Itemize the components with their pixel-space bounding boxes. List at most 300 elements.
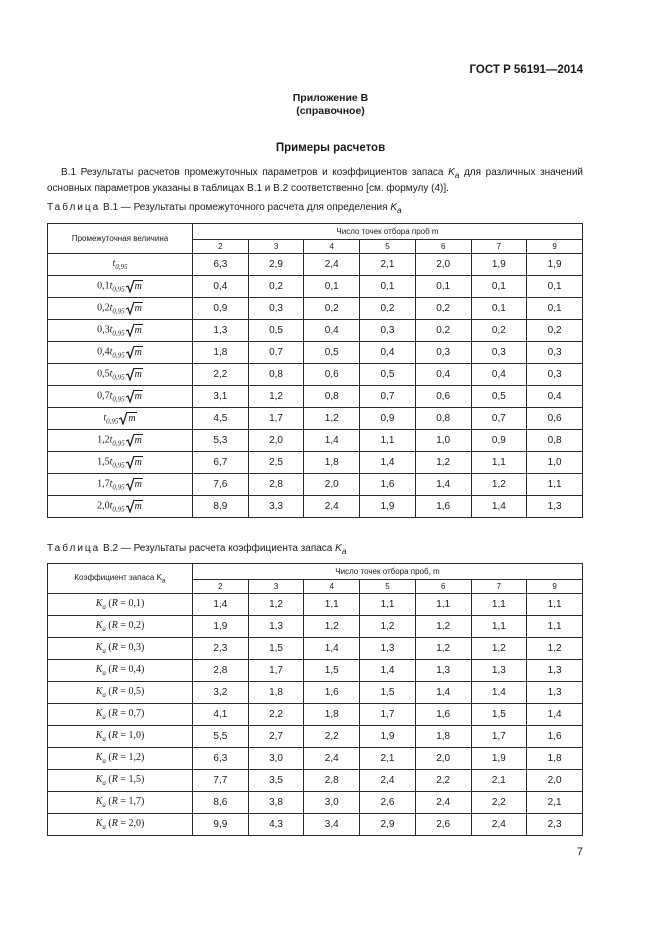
page-number: 7 (576, 846, 583, 858)
table1-row-label (48, 342, 193, 364)
sqrt-sign-icon (126, 477, 134, 491)
row-t-symbol: t (109, 280, 113, 292)
intro-text-after: для различных значений основных параметров указаны в таблицах В.1 и В.2 соответственно [см. формулу (4)]. (47, 167, 583, 194)
table1-row-label (48, 254, 193, 276)
table1-cell: 1,1 (471, 452, 527, 474)
table2-cell: 3,4 (304, 814, 360, 836)
table2-row-label (48, 660, 193, 682)
table1-cell: 0,7 (248, 342, 304, 364)
sqrt-argument: m (134, 456, 142, 468)
table2-cell: 1,1 (415, 594, 471, 616)
table1-row-label (48, 474, 193, 496)
row-coefficient: 0,3 (97, 324, 110, 336)
row-t-symbol: t (109, 500, 113, 512)
row-r-expression: (R = (105, 620, 129, 631)
table1-cell: 1,4 (471, 496, 527, 518)
table2-first-col-header (48, 564, 193, 594)
table2-row (48, 704, 583, 726)
table2-cell: 7,7 (193, 770, 249, 792)
row-k-symbol: K (95, 664, 103, 675)
table1-cell: 0,4 (415, 364, 471, 386)
table1-col-header: 3 (248, 240, 304, 254)
table2-cell: 2,7 (248, 726, 304, 748)
table2-row (48, 814, 583, 836)
table1-cell: 1,0 (527, 452, 583, 474)
row-k-symbol: K (95, 730, 103, 741)
table2 (47, 563, 583, 836)
table2-group-header: Число точек отбора проб, m (193, 564, 583, 580)
table1-col-header: 4 (304, 240, 360, 254)
table1-row-label (48, 320, 193, 342)
table1-cell: 2,8 (248, 474, 304, 496)
table1-cell: 1,2 (248, 386, 304, 408)
row-k-subscript: a (102, 801, 106, 809)
table1-cell: 0,3 (248, 298, 304, 320)
row-k-subscript: a (102, 823, 106, 831)
table1-cell: 0,9 (471, 430, 527, 452)
row-r-expression: (R = (105, 752, 129, 763)
table2-cell: 2,0 (415, 748, 471, 770)
table2-cell: 1,5 (304, 660, 360, 682)
row-t-subscript: 0,95 (112, 351, 125, 360)
table2-cell: 3,0 (248, 748, 304, 770)
row-t-subscript: 0,95 (106, 417, 119, 426)
table2-col-header: 6 (415, 580, 471, 594)
row-t-subscript: 0,95 (112, 461, 125, 470)
table2-row (48, 682, 583, 704)
row-r-value: 1,5 (128, 774, 141, 785)
table1-row (48, 254, 583, 276)
intro-text-before: В.1 Результаты расчетов промежуточных параметров и коэффициентов запаса (61, 167, 449, 178)
table1-cell: 0,5 (248, 320, 304, 342)
table2-cell: 2,2 (248, 704, 304, 726)
table2-row-label (48, 682, 193, 704)
table2-cell: 1,4 (360, 660, 416, 682)
table2-first-col-text: Коэффициент запаса K (74, 572, 162, 582)
row-k-symbol: K (95, 598, 103, 609)
table1-cell: 4,5 (193, 408, 249, 430)
table2-row-label (48, 726, 193, 748)
sqrt-radical (126, 433, 143, 447)
table1-cell: 1,6 (360, 474, 416, 496)
table2-cell: 1,6 (527, 726, 583, 748)
row-r-value: 0,1 (128, 598, 141, 609)
row-k-subscript: a (102, 691, 106, 699)
table1-cell: 1,4 (415, 474, 471, 496)
table2-cell: 1,9 (193, 616, 249, 638)
row-r-expression: (R = (105, 730, 129, 741)
table2-cell: 1,4 (471, 682, 527, 704)
table1-cell: 0,3 (360, 320, 416, 342)
table2-cell: 1,3 (248, 616, 304, 638)
table2-cell: 1,4 (304, 638, 360, 660)
table2-row-label (48, 616, 193, 638)
table1-col-header: 9 (527, 240, 583, 254)
table1-row-label (48, 430, 193, 452)
table1-cell: 2,4 (304, 496, 360, 518)
table1-cell: 0,1 (415, 276, 471, 298)
table2-cell: 1,4 (527, 704, 583, 726)
table2-cell: 1,4 (415, 682, 471, 704)
table1-cell: 6,3 (193, 254, 249, 276)
table2-cell: 1,3 (471, 660, 527, 682)
table1-cell: 8,9 (193, 496, 249, 518)
sqrt-sign-icon (126, 499, 134, 513)
row-t-subscript: 0,95 (112, 395, 125, 404)
sqrt-radical (126, 323, 143, 337)
table2-cell: 1,3 (527, 660, 583, 682)
table1-cell: 7,6 (193, 474, 249, 496)
sqrt-argument: m (134, 324, 142, 336)
table1-cell: 0,4 (471, 364, 527, 386)
sqrt-radical (126, 301, 143, 315)
table1-cell: 1,4 (360, 452, 416, 474)
row-r-value: 0,5 (128, 686, 141, 697)
table2-row-label (48, 704, 193, 726)
section-title: Примеры расчетов (275, 142, 386, 154)
table1-cell: 0,3 (527, 342, 583, 364)
table2-col-header: 9 (527, 580, 583, 594)
table2-cell: 1,5 (248, 638, 304, 660)
table1-cell: 1,2 (415, 452, 471, 474)
sqrt-sign-icon (126, 389, 134, 403)
table1-first-col-header: Промежуточная величина (48, 224, 193, 254)
row-r-close: ) (140, 686, 145, 697)
row-r-expression: (R = (105, 598, 129, 609)
table2-row-label (48, 814, 193, 836)
table2-cell: 1,1 (471, 616, 527, 638)
table2-row-label (48, 748, 193, 770)
row-k-subscript: a (102, 625, 106, 633)
table2-row (48, 748, 583, 770)
table1-cell: 0,9 (360, 408, 416, 430)
table1-row-label (48, 364, 193, 386)
table2-cell: 1,6 (304, 682, 360, 704)
appendix-subtitle: (справочное) (296, 105, 365, 117)
row-k-subscript: a (102, 669, 106, 677)
table1-col-header: 7 (471, 240, 527, 254)
table2-cell: 1,6 (415, 704, 471, 726)
row-r-close: ) (140, 642, 145, 653)
table2-row-label (48, 792, 193, 814)
row-t-subscript: 0,95 (112, 307, 125, 316)
table2-cell: 3,2 (193, 682, 249, 704)
table2-cell: 3,0 (304, 792, 360, 814)
table1-cell: 5,3 (193, 430, 249, 452)
table1-cell: 2,0 (304, 474, 360, 496)
sqrt-argument: m (134, 302, 142, 314)
sqrt-sign-icon (126, 367, 134, 381)
table1-col-header: 2 (193, 240, 249, 254)
table1-cell: 0,2 (415, 320, 471, 342)
row-k-subscript: a (102, 713, 106, 721)
table1-row (48, 452, 583, 474)
table2-cell: 1,5 (471, 704, 527, 726)
table1-cell: 0,3 (527, 364, 583, 386)
table2-cell: 2,4 (304, 748, 360, 770)
table1-cell: 0,7 (360, 386, 416, 408)
row-k-subscript: a (102, 735, 106, 743)
sqrt-argument: m (134, 390, 142, 402)
sqrt-sign-icon (126, 455, 134, 469)
table2-cell: 1,2 (471, 638, 527, 660)
table1-cell: 0,4 (527, 386, 583, 408)
row-k-symbol: K (95, 708, 103, 719)
row-r-value: 1,0 (128, 730, 141, 741)
table2-row-label (48, 770, 193, 792)
table1-caption-symbol: K (390, 202, 397, 213)
table1-row-label (48, 496, 193, 518)
sqrt-radical (126, 389, 143, 403)
table1-cell: 0,1 (471, 276, 527, 298)
table2-cell: 2,1 (471, 770, 527, 792)
sqrt-sign-icon (126, 433, 134, 447)
table1-cell: 0,4 (304, 320, 360, 342)
row-r-close: ) (140, 620, 145, 631)
row-r-value: 0,4 (128, 664, 141, 675)
table2-cell: 2,8 (193, 660, 249, 682)
table1-cell: 0,2 (248, 276, 304, 298)
table1-cell: 0,4 (360, 342, 416, 364)
table2-cell: 4,3 (248, 814, 304, 836)
table2-cell: 1,1 (527, 594, 583, 616)
table2-cell: 2,6 (415, 814, 471, 836)
standard-number: ГОСТ Р 56191—2014 (469, 64, 583, 76)
row-t-symbol: t (109, 324, 113, 336)
table1-cell: 0,3 (471, 342, 527, 364)
table1-row (48, 342, 583, 364)
row-r-expression: (R = (105, 774, 129, 785)
table1-group-header: Число точек отбора проб m (193, 224, 583, 240)
table2-cell: 1,3 (527, 682, 583, 704)
table2-col-header: 5 (360, 580, 416, 594)
row-r-expression: (R = (105, 818, 129, 829)
table2-cell: 3,8 (248, 792, 304, 814)
row-r-value: 0,3 (128, 642, 141, 653)
row-r-close: ) (140, 730, 145, 741)
table2-row (48, 638, 583, 660)
table1-row-label (48, 452, 193, 474)
sqrt-radical (126, 279, 143, 293)
row-k-symbol: K (95, 818, 103, 829)
table1-cell: 1,4 (304, 430, 360, 452)
table2-caption-sub: a (341, 546, 347, 556)
table2-cell: 1,8 (248, 682, 304, 704)
table2-col-header: 7 (471, 580, 527, 594)
table1-caption-text: В.1 — Результаты промежуточного расчета для определения (103, 202, 391, 213)
row-r-close: ) (140, 598, 145, 609)
row-r-expression: (R = (105, 642, 129, 653)
row-t-subscript: 0,95 (115, 263, 128, 271)
table1-row (48, 430, 583, 452)
table2-cell: 2,4 (360, 770, 416, 792)
table1-cell: 0,1 (304, 276, 360, 298)
table1-cell: 2,4 (304, 254, 360, 276)
sqrt-sign-icon (126, 345, 134, 359)
table2-cell: 8,6 (193, 792, 249, 814)
row-t-symbol: t (109, 346, 113, 358)
table1-cell: 2,5 (248, 452, 304, 474)
sqrt-argument: m (134, 368, 142, 380)
table1-cell: 1,7 (248, 408, 304, 430)
table1-cell: 0,5 (304, 342, 360, 364)
row-k-symbol: K (95, 686, 103, 697)
table1-cell: 0,3 (415, 342, 471, 364)
table1-cell: 1,2 (304, 408, 360, 430)
row-coefficient: 0,5 (97, 368, 110, 380)
table2-row (48, 792, 583, 814)
row-r-close: ) (140, 796, 145, 807)
sqrt-sign-icon (126, 301, 134, 315)
table2-cell: 1,7 (471, 726, 527, 748)
table1-cell: 2,0 (415, 254, 471, 276)
table2-cell: 1,1 (471, 594, 527, 616)
intro-symbol-sub: a (454, 170, 460, 180)
table2-cell: 2,1 (527, 792, 583, 814)
table2-cell: 2,9 (360, 814, 416, 836)
row-coefficient: 2,0 (97, 500, 110, 512)
row-r-close: ) (140, 818, 145, 829)
table1-cell: 1,9 (471, 254, 527, 276)
row-t-subscript: 0,95 (112, 285, 125, 294)
table2-cell: 1,8 (304, 704, 360, 726)
table1-cell: 1,3 (193, 320, 249, 342)
table2-cell: 1,7 (248, 660, 304, 682)
table1-row (48, 408, 583, 430)
table2-row (48, 616, 583, 638)
table2-cell: 1,7 (360, 704, 416, 726)
table1-col-header: 5 (360, 240, 416, 254)
row-r-value: 1,2 (128, 752, 141, 763)
row-k-symbol: K (95, 642, 103, 653)
table2-first-col-sub: a (161, 577, 166, 585)
table2-cell: 1,3 (415, 660, 471, 682)
table2-cell: 3,5 (248, 770, 304, 792)
table2-cell: 2,2 (304, 726, 360, 748)
table2-cell: 2,2 (471, 792, 527, 814)
sqrt-sign-icon (126, 323, 134, 337)
table1-cell: 2,2 (193, 364, 249, 386)
table2-cell: 2,0 (527, 770, 583, 792)
table2-cell: 2,8 (304, 770, 360, 792)
table2-cell: 1,1 (527, 616, 583, 638)
table1-cell: 3,3 (248, 496, 304, 518)
row-coefficient: 0,1 (97, 280, 110, 292)
row-t-symbol: t (109, 390, 113, 402)
row-t-subscript: 0,95 (112, 483, 125, 492)
sqrt-radical (126, 367, 143, 381)
table2-row (48, 770, 583, 792)
table2-cell: 5,5 (193, 726, 249, 748)
table2-cell: 1,5 (360, 682, 416, 704)
table1-cell: 0,2 (471, 320, 527, 342)
table1-cell: 0,9 (193, 298, 249, 320)
sqrt-sign-icon (126, 279, 134, 293)
table2-cell: 1,2 (248, 594, 304, 616)
row-t-symbol: t (112, 258, 116, 269)
table1-cell: 0,6 (304, 364, 360, 386)
table2-caption-word: Таблица (47, 543, 101, 554)
table2-cell: 9,9 (193, 814, 249, 836)
table1-row (48, 320, 583, 342)
table2-caption-text: В.2 — Результаты расчета коэффициента запаса (103, 543, 336, 554)
table2-cell: 1,8 (415, 726, 471, 748)
row-r-close: ) (140, 752, 145, 763)
row-r-expression: (R = (105, 796, 129, 807)
table1-cell: 1,2 (471, 474, 527, 496)
sqrt-argument: m (134, 434, 142, 446)
table2-cell: 1,9 (471, 748, 527, 770)
table1-cell: 0,2 (415, 298, 471, 320)
row-t-symbol: t (109, 456, 113, 468)
table1-cell: 0,8 (248, 364, 304, 386)
intro-paragraph (47, 166, 583, 196)
table1-cell: 2,0 (248, 430, 304, 452)
table2-cell: 4,1 (193, 704, 249, 726)
sqrt-radical (126, 499, 143, 513)
row-t-symbol: t (109, 434, 113, 446)
table1-caption-sub: a (396, 205, 402, 215)
table2-cell: 1,2 (304, 616, 360, 638)
table2-caption-symbol: K (335, 543, 342, 554)
table2-col-header: 3 (248, 580, 304, 594)
table1-row (48, 364, 583, 386)
row-k-subscript: a (102, 779, 106, 787)
table1-cell: 0,2 (304, 298, 360, 320)
row-k-symbol: K (95, 752, 103, 763)
table2-cell: 2,2 (415, 770, 471, 792)
table1-row (48, 474, 583, 496)
sqrt-argument: m (134, 478, 142, 490)
row-coefficient: 1,7 (97, 478, 110, 490)
table1-cell: 0,2 (360, 298, 416, 320)
table2-cell: 1,3 (360, 638, 416, 660)
table1-cell: 1,0 (415, 430, 471, 452)
table2-cell: 2,6 (360, 792, 416, 814)
row-t-symbol: t (103, 412, 107, 424)
row-coefficient: 1,2 (97, 434, 110, 446)
table2-row-label (48, 638, 193, 660)
table1-caption (47, 202, 402, 215)
table1-cell: 0,6 (415, 386, 471, 408)
appendix-title: Приложение В (292, 92, 369, 104)
table1-cell: 6,7 (193, 452, 249, 474)
sqrt-radical (126, 345, 143, 359)
table2-cell: 1,1 (304, 594, 360, 616)
table1-col-header: 6 (415, 240, 471, 254)
table1-caption-word: Таблица (47, 202, 101, 213)
table2-cell: 1,9 (360, 726, 416, 748)
table1-row (48, 298, 583, 320)
table2-cell: 2,4 (415, 792, 471, 814)
table2-row (48, 660, 583, 682)
sqrt-argument: m (134, 346, 142, 358)
table2-cell: 2,3 (527, 814, 583, 836)
sqrt-argument: m (128, 412, 136, 424)
table1-row (48, 496, 583, 518)
sqrt-radical (126, 477, 143, 491)
row-r-value: 1,7 (128, 796, 141, 807)
table2-row (48, 594, 583, 616)
table1-cell: 0,1 (527, 298, 583, 320)
row-coefficient: 0,2 (97, 302, 110, 314)
table1-cell: 0,1 (360, 276, 416, 298)
table1-cell: 0,6 (527, 408, 583, 430)
row-t-subscript: 0,95 (112, 373, 125, 382)
row-coefficient: 1,5 (97, 456, 110, 468)
row-t-subscript: 0,95 (112, 439, 125, 448)
table2-cell: 1,4 (193, 594, 249, 616)
